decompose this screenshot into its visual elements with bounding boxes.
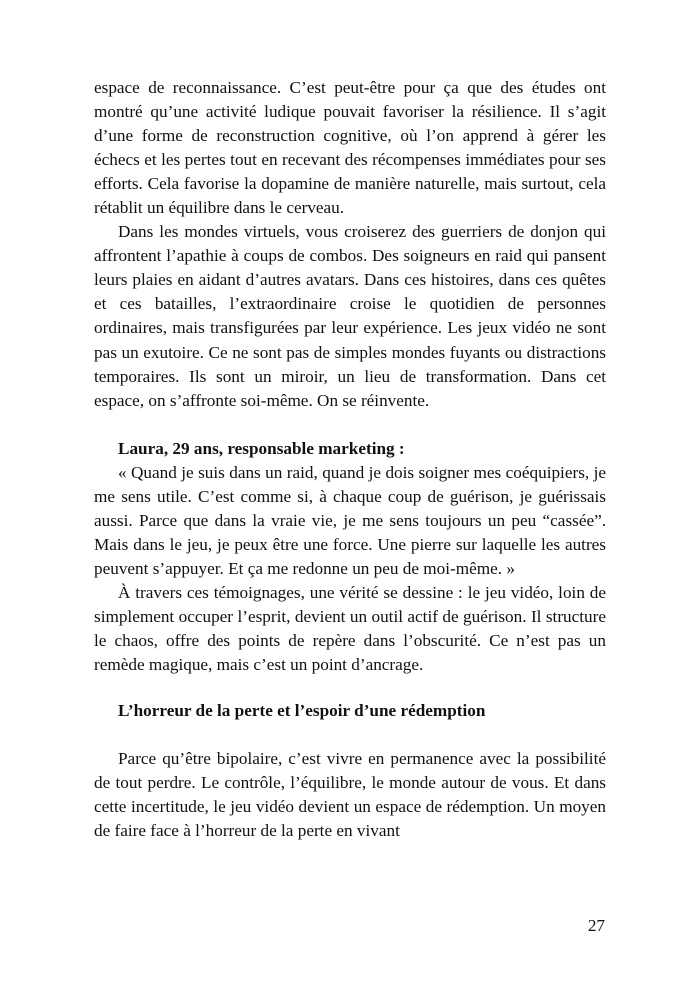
paragraph-testimony: « Quand je suis dans un raid, quand je dois soigner mes coéquipiers, je me sens utile. C’est comme si, à chaque coup de guérison, je guérissais aussi. Parce que dans la vraie vie, je me sens toujours un peu “cassée”. Mais dans le jeu, je peux être une force. Une pierre sur laquelle les autres peuvent s’appuyer. Et ça me redonne un peu de moi-même. » [94, 462, 606, 578]
paragraph-virtual-worlds: Dans les mondes virtuels, vous croiserez des guerriers de donjon qui affrontent l’apathie à coups de combos. Des soigneurs en raid qui pansent leurs plaies en aidant d’autres avatars. Dans ces histoires, dans ces quêtes et ces batailles, l’extraordinaire croise le quotidien de personnes ordinaires, mais transfigurées par leur expérience. Les jeux vidéo ne sont pas un exutoire. Ce ne sont pas de simples mondes fuyants ou distractions temporaires. Ils sont un miroir, un lieu de transformation. Dans cet espace, on s’affronte soi-même. On se réinvente. [94, 222, 606, 410]
spacer [94, 677, 606, 699]
spacer [94, 723, 606, 747]
section-heading: L’horreur de la perte et l’espoir d’une rédemption [118, 701, 486, 721]
paragraph-intro: espace de reconnaissance. C’est peut-être pour ça que des études ont montré qu’une activité ludique pouvait favoriser la résilience. Il s’agit d’une forme de reconstruction cognitive, où l’on apprend à gérer les échecs et les pertes tout en recevant des récompenses immédiates pour ses efforts. Cela favorise la dopamine de manière naturelle, mais surtout, cela rétablit un équilibre dans le cerveau. [94, 78, 606, 218]
spacer [94, 413, 606, 437]
page-number: 27 [587, 916, 605, 935]
page-body [94, 76, 606, 843]
testimony-heading: Laura, 29 ans, responsable marketing : [118, 438, 405, 458]
paragraph-conclusion: À travers ces témoignages, une vérité se dessine : le jeu vidéo, loin de simplement occuper l’esprit, devient un outil actif de guérison. Il structure le chaos, offre des points de repère dans l’obscurité. Ce n’est pas un remède magique, mais c’est un point d’ancrage. [94, 582, 606, 675]
paragraph-bipolar: Parce qu’être bipolaire, c’est vivre en permanence avec la possibilité de tout perdre. Le contrôle, l’équilibre, le monde autour de vous. Et dans cette incertitude, le jeu vidéo devient un espace de rédemption. Un moyen de faire face à l’horreur de la perte en vivant [94, 749, 606, 841]
